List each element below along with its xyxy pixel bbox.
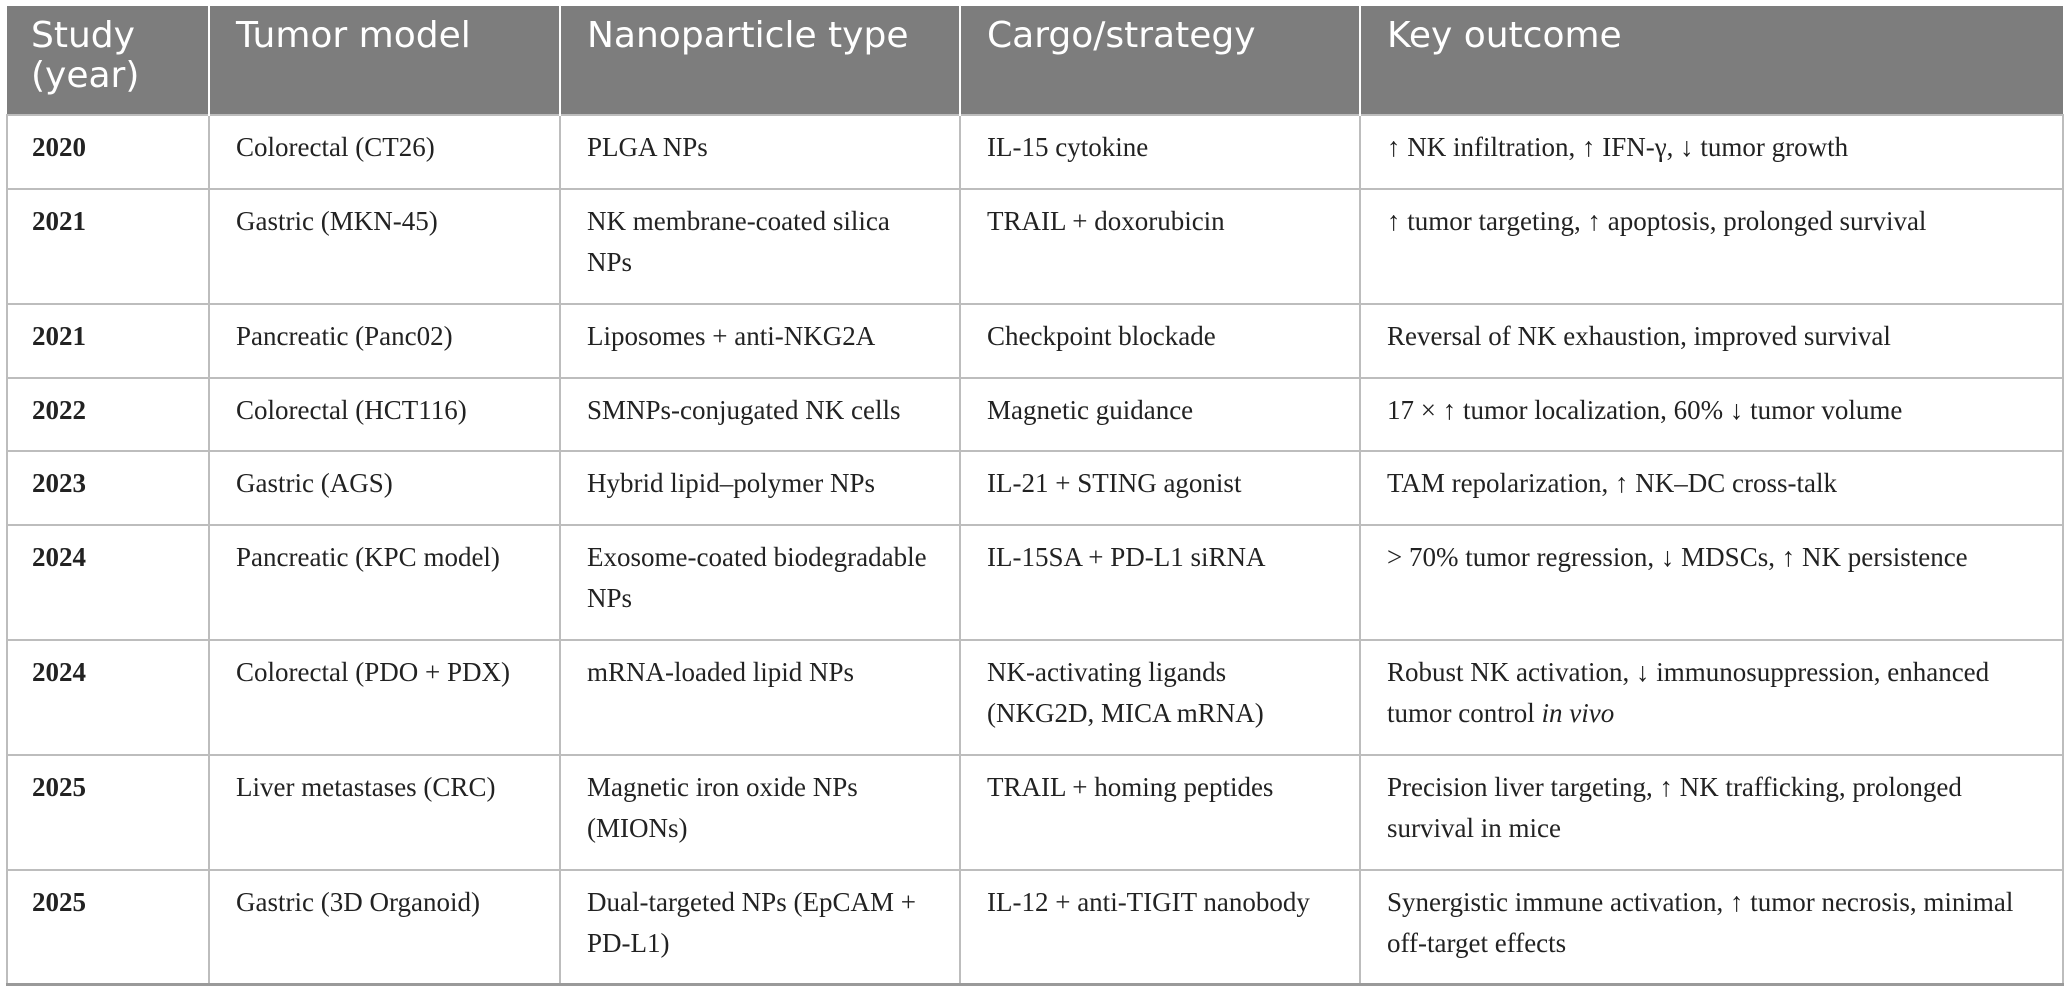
- cell-cargo-strategy: IL-15SA + PD-L1 siRNA: [960, 525, 1360, 640]
- cell-key-outcome: ↑ NK infiltration, ↑ IFN-γ, ↓ tumor growth: [1360, 115, 2063, 189]
- cell-cargo-strategy: Checkpoint blockade: [960, 304, 1360, 378]
- cell-cargo-strategy: IL-12 + anti-TIGIT nanobody: [960, 870, 1360, 985]
- cell-tumor-model: Gastric (MKN-45): [209, 189, 560, 304]
- cell-year: 2024: [7, 525, 209, 640]
- cell-tumor-model: Gastric (AGS): [209, 451, 560, 525]
- table-row: [7, 755, 2063, 870]
- header-study-year: Study (year): [7, 6, 209, 115]
- cell-cargo-strategy: NK-activating ligands (NKG2D, MICA mRNA): [960, 640, 1360, 755]
- header-row: [7, 6, 2063, 115]
- cell-nanoparticle-type: Exosome-coated biodegradable NPs: [560, 525, 960, 640]
- cell-cargo-strategy: TRAIL + homing peptides: [960, 755, 1360, 870]
- table-row: [7, 189, 2063, 304]
- cell-key-outcome: ↑ tumor targeting, ↑ apoptosis, prolonged survival: [1360, 189, 2063, 304]
- table-row: [7, 304, 2063, 378]
- cell-key-outcome: 17 × ↑ tumor localization, 60% ↓ tumor volume: [1360, 378, 2063, 451]
- cell-cargo-strategy: IL-21 + STING agonist: [960, 451, 1360, 525]
- table-body: [7, 115, 2063, 985]
- cell-cargo-strategy: IL-15 cytokine: [960, 115, 1360, 189]
- cell-year: 2021: [7, 189, 209, 304]
- cell-tumor-model: Colorectal (CT26): [209, 115, 560, 189]
- table-header: [7, 6, 2063, 115]
- cell-nanoparticle-type: Dual-targeted NPs (EpCAM + PD-L1): [560, 870, 960, 985]
- cell-year: 2024: [7, 640, 209, 755]
- cell-tumor-model: Liver metastases (CRC): [209, 755, 560, 870]
- cell-nanoparticle-type: Liposomes + anti-NKG2A: [560, 304, 960, 378]
- cell-key-outcome: [1360, 640, 2063, 755]
- cell-key-outcome: TAM repolarization, ↑ NK–DC cross-talk: [1360, 451, 2063, 525]
- cell-nanoparticle-type: PLGA NPs: [560, 115, 960, 189]
- cell-key-outcome: > 70% tumor regression, ↓ MDSCs, ↑ NK persistence: [1360, 525, 2063, 640]
- cell-tumor-model: Pancreatic (KPC model): [209, 525, 560, 640]
- cell-year: 2025: [7, 870, 209, 985]
- cell-year: 2025: [7, 755, 209, 870]
- cell-tumor-model: Colorectal (PDO + PDX): [209, 640, 560, 755]
- cell-cargo-strategy: Magnetic guidance: [960, 378, 1360, 451]
- table-row: [7, 870, 2063, 985]
- cell-tumor-model: Colorectal (HCT116): [209, 378, 560, 451]
- cell-nanoparticle-type: Magnetic iron oxide NPs (MIONs): [560, 755, 960, 870]
- header-cargo-strategy: Cargo/strategy: [960, 6, 1360, 115]
- table-row: [7, 115, 2063, 189]
- cell-tumor-model: Pancreatic (Panc02): [209, 304, 560, 378]
- cell-key-outcome: Synergistic immune activation, ↑ tumor necrosis, minimal off-target effects: [1360, 870, 2063, 985]
- header-tumor-model: Tumor model: [209, 6, 560, 115]
- cell-key-outcome: Reversal of NK exhaustion, improved survival: [1360, 304, 2063, 378]
- cell-year: 2022: [7, 378, 209, 451]
- key-outcome-italic: in vivo: [1541, 698, 1615, 728]
- table-row: [7, 378, 2063, 451]
- table-row: [7, 451, 2063, 525]
- cell-nanoparticle-type: Hybrid lipid–polymer NPs: [560, 451, 960, 525]
- header-key-outcome: Key outcome: [1360, 6, 2063, 115]
- cell-cargo-strategy: TRAIL + doxorubicin: [960, 189, 1360, 304]
- cell-nanoparticle-type: SMNPs-conjugated NK cells: [560, 378, 960, 451]
- header-nanoparticle-type: Nanoparticle type: [560, 6, 960, 115]
- nanoparticle-studies-table: [6, 6, 2064, 986]
- cell-year: 2021: [7, 304, 209, 378]
- key-outcome-text: Robust NK activation, ↓ immunosuppression, enhanced tumor control: [1387, 657, 1990, 728]
- cell-nanoparticle-type: mRNA-loaded lipid NPs: [560, 640, 960, 755]
- table-row: [7, 640, 2063, 755]
- cell-year: 2020: [7, 115, 209, 189]
- cell-key-outcome: Precision liver targeting, ↑ NK trafficking, prolonged survival in mice: [1360, 755, 2063, 870]
- table-row: [7, 525, 2063, 640]
- cell-year: 2023: [7, 451, 209, 525]
- cell-nanoparticle-type: NK membrane-coated silica NPs: [560, 189, 960, 304]
- cell-tumor-model: Gastric (3D Organoid): [209, 870, 560, 985]
